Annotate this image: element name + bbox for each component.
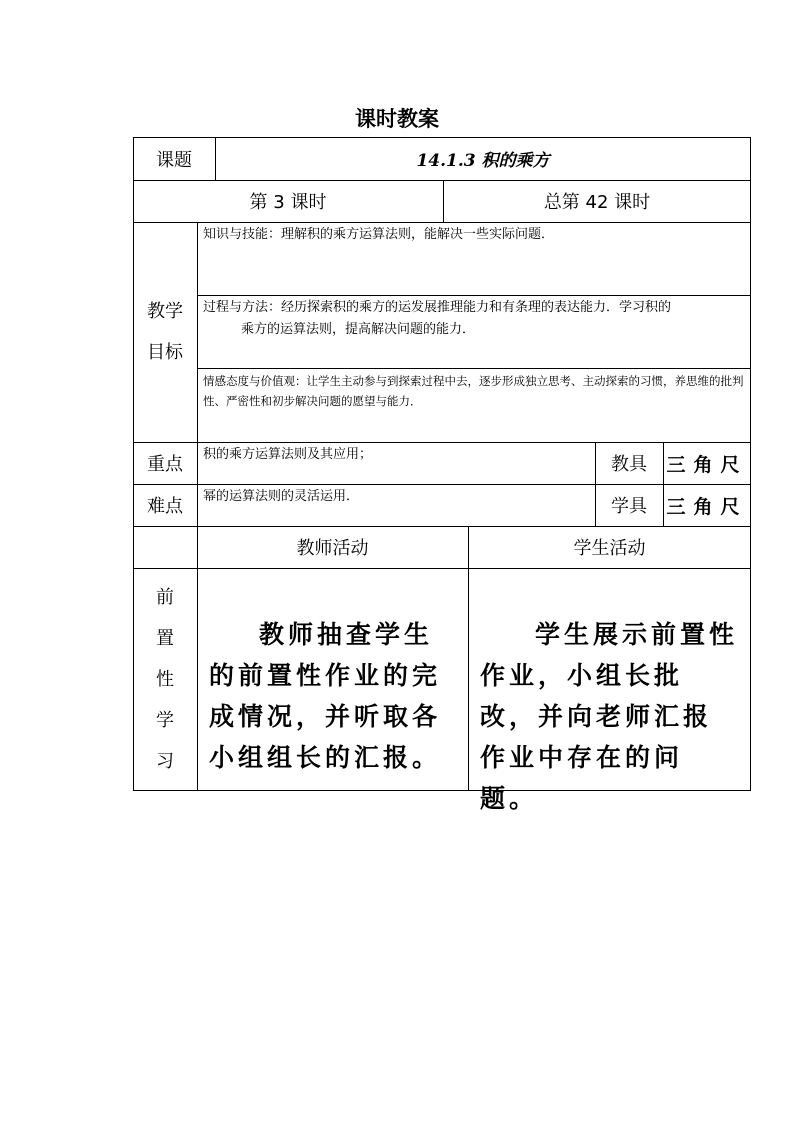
section-char-2: 置 bbox=[156, 628, 174, 649]
teacher-activity-line1: 教师抽查学生 bbox=[259, 620, 434, 649]
objective-knowledge: 知识与技能：理解积的乘方运算法则，能解决一些实际问题． bbox=[203, 227, 555, 242]
section-char-3: 性 bbox=[156, 669, 174, 690]
difficulty-value: 幂的运算法则的灵活运用． bbox=[203, 489, 360, 504]
objective-process-line1: 过程与方法：经历探索积的乘方的运发展推理能力和有条理的表达能力．学习积的 bbox=[203, 300, 672, 315]
objectives-label bbox=[133, 222, 197, 442]
key-point-label: 重点 bbox=[147, 454, 183, 475]
section-char-5: 习 bbox=[156, 751, 174, 772]
student-activity-text bbox=[468, 614, 751, 813]
section-char-1: 前 bbox=[156, 587, 174, 608]
preview-study-label bbox=[133, 568, 197, 791]
teacher-activity-text bbox=[197, 614, 468, 784]
student-activity-rest: 作业，小组长批改，并向老师汇报作业中存在的问题。 bbox=[480, 661, 713, 813]
difficulty-label: 难点 bbox=[147, 496, 183, 517]
objective-attitude: 情感态度与价值观：让学生主动参与到探索过程中去，逐步形成独立思考、主动探索的习惯，养思维的批判性、严密性和初步解决问题的愿望与能力． bbox=[203, 374, 744, 408]
document-title: 课时教案 bbox=[355, 107, 439, 131]
lesson-plan-table bbox=[133, 137, 751, 813]
teaching-aid-label: 教具 bbox=[611, 454, 647, 475]
objective-process-line2: 乘方的运算法则，提高解决问题的能力． bbox=[241, 322, 476, 337]
current-period: 第 3 课时 bbox=[249, 192, 327, 213]
teacher-activity-header: 教师活动 bbox=[296, 538, 369, 559]
student-activity-header: 学生活动 bbox=[573, 538, 646, 559]
section-char-4: 学 bbox=[156, 710, 174, 731]
teacher-activity-rest: 的前置性作业的完成情况，并听取各小组组长的汇报。 bbox=[209, 661, 442, 772]
teaching-aid-value: 三角尺 bbox=[666, 453, 748, 476]
topic-label: 课题 bbox=[156, 149, 192, 171]
key-point-value: 积的乘方运算法则及其应用； bbox=[203, 447, 373, 462]
topic-value: 14.1.3 积的乘方 bbox=[416, 151, 550, 171]
objectives-label-line2: 目标 bbox=[147, 342, 183, 363]
total-period: 总第 42 课时 bbox=[543, 192, 651, 213]
learning-aid-label: 学具 bbox=[611, 496, 647, 517]
learning-aid-value: 三角尺 bbox=[666, 495, 748, 518]
student-activity-line1: 学生展示前置性 bbox=[535, 620, 739, 649]
objectives-label-line1: 教学 bbox=[147, 301, 183, 322]
objective-process bbox=[197, 295, 751, 368]
